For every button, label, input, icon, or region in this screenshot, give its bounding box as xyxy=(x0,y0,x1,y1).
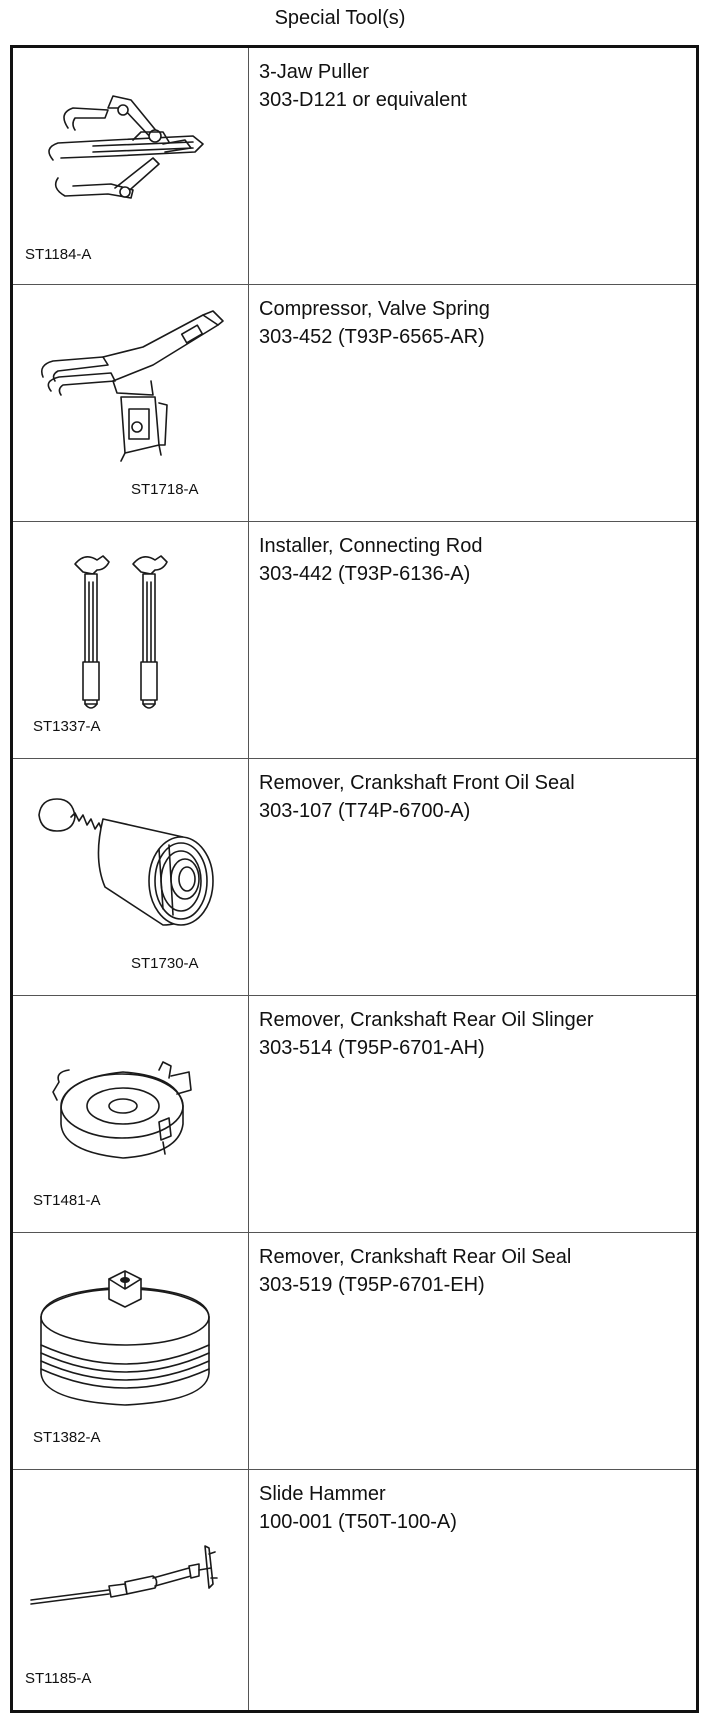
tool-code: ST1382-A xyxy=(33,1429,101,1446)
tool-number: 303-107 (T74P-6700-A) xyxy=(259,800,471,822)
tool-illustration-cell xyxy=(13,1470,249,1710)
tool-description xyxy=(259,1480,457,1536)
tool-row xyxy=(13,1470,696,1710)
tool-number: 303-452 (T93P-6565-AR) xyxy=(259,326,485,348)
tool-code: ST1730-A xyxy=(131,955,199,972)
tool-description xyxy=(259,58,467,114)
special-tools-table xyxy=(10,45,699,1713)
tool-name: Slide Hammer xyxy=(259,1483,386,1505)
tool-name: Remover, Crankshaft Front Oil Seal xyxy=(259,772,575,794)
tool-illustration-cell xyxy=(13,48,249,284)
tool-number: 303-519 (T95P-6701-EH) xyxy=(259,1274,485,1296)
tool-row xyxy=(13,285,696,522)
tool-code: ST1185-A xyxy=(25,1670,92,1687)
tool-row xyxy=(13,996,696,1233)
tool-description xyxy=(259,532,482,588)
tool-name: Remover, Crankshaft Rear Oil Seal xyxy=(259,1246,572,1268)
tool-row xyxy=(13,759,696,996)
tool-row xyxy=(13,1233,696,1470)
tool-name: 3-Jaw Puller xyxy=(259,61,370,83)
tool-name: Installer, Connecting Rod xyxy=(259,535,483,557)
tool-row xyxy=(13,522,696,759)
tool-illustration-cell xyxy=(13,759,249,995)
tool-number: 303-D121 or equivalent xyxy=(259,89,467,111)
tool-description xyxy=(259,1006,594,1062)
tool-code: ST1337-A xyxy=(33,718,101,735)
tool-illustration-cell xyxy=(13,1233,249,1469)
tool-description xyxy=(259,1243,571,1299)
tool-name: Remover, Crankshaft Rear Oil Slinger xyxy=(259,1009,594,1031)
tool-code: ST1481-A xyxy=(33,1192,101,1209)
tool-number: 303-442 (T93P-6136-A) xyxy=(259,563,471,585)
tool-code: ST1718-A xyxy=(131,481,199,498)
tool-number: 303-514 (T95P-6701-AH) xyxy=(259,1037,485,1059)
page-title: Special Tool(s) xyxy=(274,7,406,29)
tool-illustration-cell xyxy=(13,522,249,758)
tool-name: Compressor, Valve Spring xyxy=(259,298,490,320)
tool-row xyxy=(13,48,696,285)
tool-code: ST1184-A xyxy=(25,246,92,263)
tool-description xyxy=(259,295,490,351)
tool-illustration-cell xyxy=(13,285,249,521)
tool-illustration-cell xyxy=(13,996,249,1232)
tool-number: 100-001 (T50T-100-A) xyxy=(259,1511,457,1533)
tool-description xyxy=(259,769,575,825)
